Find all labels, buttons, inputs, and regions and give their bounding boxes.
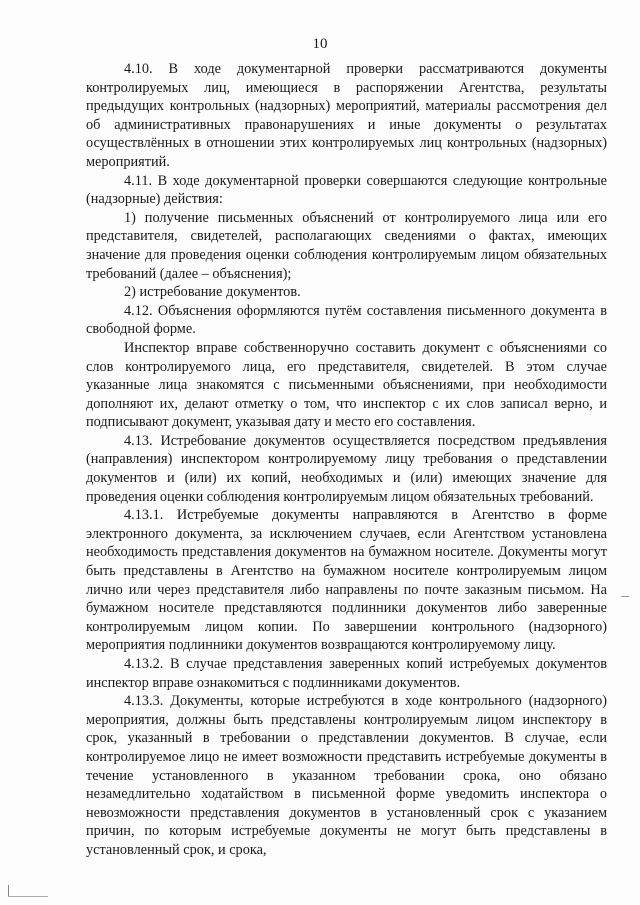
paragraph-4-13: 4.13. Истребование документов осуществляется посредством предъявления (направления) инспектором контролируемому лицу требования о представлении документов и (или) их копий, необходимых и (или) имеющих значение для проведения оценки соблюдения контролируемым лицом обязательных требований. bbox=[86, 432, 607, 505]
paragraph-4-13-2: 4.13.2. В случае представления заверенных копий истребуемых документов инспектор вправе ознакомиться с подлинниками документов. bbox=[86, 656, 607, 691]
page-number: 10 bbox=[312, 36, 328, 52]
scan-artifact-right bbox=[621, 596, 629, 597]
list-item-1: 1) получение письменных объяснений от контролируемого лица или его представителя, свидетелей, располагающих сведениями о фактах, имеющих значение для проведения оценки соблюдения контролируемым лицом обязательных требований (далее – объяснения); bbox=[86, 209, 607, 282]
paragraph-4-12: 4.12. Объяснения оформляются путём составления письменного документа в свободной форме. bbox=[86, 302, 607, 338]
paragraph-inspector: Инспектор вправе собственноручно составить документ с объяснениями со слов контролируемого лица, его представителя, свидетелей. В этом случае указанные лица знакомятся с письменными объяснениями, при необходимости дополняют их, делают отметку о том, что инспектор с их слов записал верно, и подписывают документ, указывая дату и место его составления. bbox=[86, 339, 607, 431]
document-body bbox=[86, 60, 607, 860]
paragraph-4-13-3: 4.13.3. Документы, которые истребуются в ходе контрольного (надзорного) мероприятия, должны быть представлены контролируемым лицом инспектору в срок, указанный в требовании о представлении документов. В случае, если контролируемое лицо не имеет возможности представить истребуемые документы в течение установленного в указанном требовании срока, оно обязано незамедлительно ходатайством в письменной форме уведомить инспектора о невозможности представления документов в установленный срок с указанием причин, по которым истребуемые документы не могут быть представлены в установленный срок, и срока, bbox=[86, 693, 607, 858]
paragraph-4-10: 4.10. В ходе документарной проверки рассматриваются документы контролируемых лиц, имеющиеся в распоряжении Агентства, результаты предыдущих контрольных (надзорных) мероприятий, материалы рассмотрения дел об административных правонарушениях и иные документы о результатах осуществлённых в отношении этих контролируемых лиц контрольных (надзорных) мероприятий. bbox=[86, 61, 607, 170]
paragraph-4-11: 4.11. В ходе документарной проверки совершаются следующие контрольные (надзорные) действия: bbox=[86, 172, 607, 208]
scan-artifact-bottom bbox=[8, 896, 48, 897]
list-item-2: 2) истребование документов. bbox=[124, 284, 301, 301]
paragraph-4-13-1: 4.13.1. Истребуемые документы направляются в Агентство в форме электронного документа, за исключением случаев, если Агентством установлена необходимость представления документов на бумажном носителе. Документы могут быть представлены в Агентство на бумажном носителе контролируемым лицом лично или через представителя либо направлены по почте заказным письмом. На бумажном носителе представляются подлинники документов либо заверенные контролируемым лицом копии. По завершении контрольного (надзорного) мероприятия подлинники документов возвращаются контролируемому лицу. bbox=[86, 507, 607, 654]
